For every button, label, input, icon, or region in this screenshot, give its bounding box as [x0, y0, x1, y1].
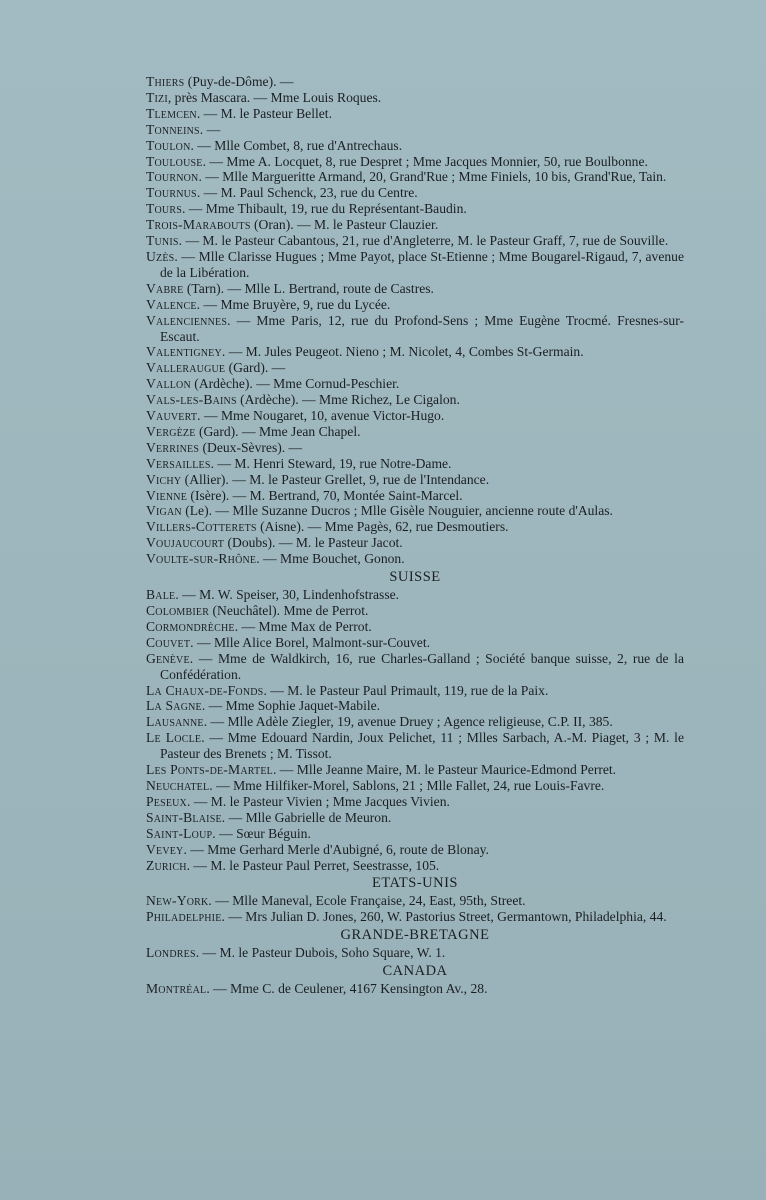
entry-details: (Aisne). — Mme Pagès, 62, rue Desmoutiers.: [256, 519, 509, 535]
directory-entry: [146, 945, 684, 961]
directory-entry: [146, 392, 684, 408]
entry-details: . — M. Henri Steward, 19, rue Notre-Dame.: [210, 455, 452, 471]
entry-details: . — M. le Pasteur Paul Primault, 119, rue de la Paix.: [263, 682, 549, 698]
directory-entry: [146, 778, 684, 794]
entry-details: . — Mlle Margueritte Armand, 20, Grand'Rue ; Mme Finiels, 10 bis, Grand'Rue, Tain.: [198, 169, 667, 185]
directory-entry: [146, 698, 684, 714]
entry-details: . — Mlle Alice Borel, Malmont-sur-Couvet.: [190, 634, 431, 650]
directory-entry: [146, 981, 684, 997]
entry-details: . — M. W. Speiser, 30, Lindenhofstrasse.: [175, 587, 400, 603]
directory-entry: [146, 456, 684, 472]
directory-entry: [146, 551, 684, 567]
entry-details: . —: [199, 121, 221, 137]
directory-entry: [146, 810, 684, 826]
directory-entry: [146, 893, 684, 909]
entry-place: Valence: [146, 296, 197, 312]
entry-details: . — Mme Hilfiker-Morel, Sablons, 21 ; Mlle Fallet, 24, rue Louis-Favre.: [209, 777, 605, 793]
directory-entry: [146, 909, 684, 925]
entry-place: Couvet: [146, 634, 191, 650]
directory-entry: [146, 503, 684, 519]
directory-entry: [146, 217, 684, 233]
directory-entry: [146, 424, 684, 440]
directory-listing: [146, 74, 684, 997]
directory-entry: [146, 90, 684, 106]
entry-details: . — Mme Bouchet, Gonon.: [256, 551, 405, 567]
entry-place: Vals-les-Bains: [146, 392, 237, 408]
entry-details: , près Mascara. — Mme Louis Roques.: [167, 89, 382, 105]
directory-entry: [146, 858, 684, 874]
entry-place: Philadelphie: [146, 909, 222, 925]
entry-details: . — Mlle Gabrielle de Meuron.: [221, 809, 392, 825]
directory-entry: [146, 106, 684, 122]
entry-place: Colombier: [146, 603, 210, 618]
entry-place: Villers-Cotterets: [146, 519, 257, 535]
entry-details: . — Sœur Béguin.: [212, 825, 311, 841]
entry-place: Zurich: [146, 857, 187, 873]
entry-details: . — M. le Pasteur Cabantous, 21, rue d'Angleterre, M. le Pasteur Graff, 7, rue de Souville.: [178, 233, 669, 249]
entry-details: . — Mme Max de Perrot.: [234, 618, 372, 634]
entry-place: Neuchatel: [146, 777, 210, 793]
directory-entry: [146, 233, 684, 249]
section-heading: SUISSE: [389, 569, 441, 586]
entry-details: . — Mlle Maneval, Ecole Française, 24, East, 95th, Street.: [208, 893, 526, 909]
entry-details: (Ardèche). — Mme Richez, Le Cigalon.: [236, 392, 460, 408]
entry-place: Vabre: [146, 280, 184, 296]
entry-details: (Gard). — Mme Jean Chapel.: [195, 423, 361, 439]
entry-details: . — M. Jules Peugeot. Nieno ; M. Nicolet, 4, Combes St-Germain.: [221, 344, 584, 360]
directory-entry: [146, 603, 684, 619]
entry-details: . — Mme Bruyère, 9, rue du Lycée.: [196, 296, 391, 312]
entry-place: Vigan: [146, 503, 182, 519]
directory-entry: [146, 794, 684, 810]
entry-place: Cormondrèche: [146, 618, 235, 634]
entry-details: . — Mme Paris, 12, rue du Profond-Sens ; Mme Eugène Trocmé. Fresnes-sur-Escaut.: [160, 312, 684, 344]
directory-entry: [146, 74, 684, 90]
entry-details: . — Mme de Waldkirch, 16, rue Charles-Galland ; Société banque suisse, 2, rue de la Confédération.: [160, 650, 684, 682]
entry-place: Versailles: [146, 455, 211, 471]
directory-entry: [146, 730, 684, 762]
entry-place: Uzès: [146, 248, 175, 264]
directory-entry: [146, 408, 684, 424]
entry-details: (Tarn). — Mlle L. Bertrand, route de Castres.: [183, 280, 434, 296]
directory-entry: [146, 842, 684, 858]
section-heading: CANADA: [382, 963, 448, 980]
directory-entry: [146, 297, 684, 313]
directory-entry: [146, 138, 684, 154]
entry-details: (Isère). — M. Bertrand, 70, Montée Saint-Marcel.: [187, 487, 463, 503]
entry-place: Tournus: [146, 185, 197, 201]
section-heading: GRANDE-BRETAGNE: [340, 927, 490, 944]
entry-details: . — Mlle Clarisse Hugues ; Mme Payot, place St-Etienne ; Mme Bougarel-Rigaud, 7, avenue de la Libération.: [160, 248, 684, 280]
entry-details: . — M. le Pasteur Bellet.: [196, 105, 332, 121]
directory-entry: [146, 169, 684, 185]
entry-details: (Puy-de-Dôme). —: [184, 74, 294, 89]
entry-place: Vichy: [146, 471, 182, 487]
entry-details: . — Mlle Jeanne Maire, M. le Pasteur Maurice-Edmond Perret.: [272, 762, 617, 778]
directory-entry: [146, 714, 684, 730]
entry-place: Tournon: [146, 169, 199, 185]
entry-place: Vevey: [146, 841, 184, 857]
entry-details: . — Mme A. Locquet, 8, rue Despret ; Mme Jacques Monnier, 50, rue Boulbonne.: [202, 153, 648, 169]
entry-place: Genève: [146, 650, 190, 666]
entry-details: . — Mrs Julian D. Jones, 260, W. Pastorius Street, Germantown, Philadelphia, 44.: [221, 909, 667, 925]
entry-place: Tonneins: [146, 121, 200, 137]
entry-details: . — Mme Edouard Nardin, Joux Pelichet, 11 ; Mlles Sarbach, A.-M. Piaget, 3 ; M. le Pasteur des Brenets ; M. Tissot.: [160, 730, 684, 762]
directory-entry: [146, 154, 684, 170]
directory-entry: [146, 826, 684, 842]
entry-details: (Oran). — M. le Pasteur Clauzier.: [250, 217, 439, 233]
entry-place: Thiers: [146, 74, 185, 89]
entry-details: . — Mlle Adèle Ziegler, 19, avenue Druey ; Agence religieuse, C.P. II, 385.: [203, 714, 613, 730]
entry-place: Vienne: [146, 487, 188, 503]
entry-place: Saint-Loup: [146, 825, 213, 841]
entry-place: Tizi: [146, 89, 168, 105]
entry-place: Verrines: [146, 439, 200, 455]
entry-place: Vergèze: [146, 423, 196, 439]
entry-place: Toulouse: [146, 153, 203, 169]
entry-place: Valenciennes: [146, 312, 228, 328]
directory-entry: [146, 281, 684, 297]
entry-place: Trois-Marabouts: [146, 217, 251, 233]
entry-details: . — M. le Pasteur Vivien ; Mme Jacques Vivien.: [186, 793, 450, 809]
entry-details: . — M. le Pasteur Dubois, Soho Square, W. 1.: [195, 945, 446, 961]
entry-details: . — Mme Thibault, 19, rue du Représentant-Baudin.: [181, 201, 467, 217]
entry-place: Tunis: [146, 233, 179, 249]
entry-place: Le Locle: [146, 730, 202, 746]
entry-place: Londres: [146, 945, 196, 961]
entry-place: Les Ponts-de-Martel: [146, 762, 273, 778]
entry-place: Montréal: [146, 981, 207, 997]
directory-entry: [146, 519, 684, 535]
entry-details: (Neuchâtel). Mme de Perrot.: [209, 603, 369, 618]
directory-entry: [146, 488, 684, 504]
entry-place: Valentigney: [146, 344, 222, 360]
entry-details: . — Mme Gerhard Merle d'Aubigné, 6, route de Blonay.: [183, 841, 489, 857]
entry-details: . — M. le Pasteur Paul Perret, Seestrasse, 105.: [186, 857, 440, 873]
directory-entry: [146, 472, 684, 488]
directory-entry: [146, 587, 684, 603]
entry-details: (Le). — Mlle Suzanne Ducros ; Mlle Gisèle Nouguier, ancienne route d'Aulas.: [181, 503, 613, 519]
directory-entry: [146, 651, 684, 683]
directory-entry: [146, 249, 684, 281]
entry-place: Tours: [146, 201, 182, 217]
section-heading: ETATS-UNIS: [371, 875, 458, 892]
entry-details: . — M. Paul Schenck, 23, rue du Centre.: [196, 185, 418, 201]
directory-entry: [146, 762, 684, 778]
directory-entry: [146, 313, 684, 345]
entry-details: (Doubs). — M. le Pasteur Jacot.: [224, 535, 403, 551]
directory-entry: [146, 535, 684, 551]
directory-entry: [146, 635, 684, 651]
entry-details: (Ardèche). — Mme Cornud-Peschier.: [190, 376, 400, 392]
entry-details: . — Mme C. de Ceulener, 4167 Kensington Av., 28.: [206, 981, 488, 997]
directory-entry: [146, 440, 684, 456]
directory-entry: [146, 376, 684, 392]
entry-place: Voulte-sur-Rhône: [146, 551, 257, 567]
entry-place: Toulon: [146, 137, 191, 153]
directory-entry: [146, 344, 684, 360]
entry-place: La Chaux-de-Fonds: [146, 682, 264, 698]
directory-entry: [146, 201, 684, 217]
directory-entry: [146, 185, 684, 201]
directory-entry: [146, 360, 684, 376]
entry-details: (Deux-Sèvres). —: [199, 439, 303, 455]
entry-details: . — Mme Sophie Jaquet-Mabile.: [201, 698, 381, 714]
entry-place: Vallon: [146, 376, 191, 392]
entry-place: Lausanne: [146, 714, 204, 730]
entry-place: Valleraugue: [146, 360, 226, 376]
entry-place: Vauvert: [146, 408, 198, 424]
entry-details: (Allier). — M. le Pasteur Grellet, 9, rue de l'Intendance.: [181, 471, 490, 487]
entry-place: La Sagne: [146, 698, 202, 714]
entry-place: Peseux: [146, 793, 187, 809]
entry-place: Saint-Blaise: [146, 809, 222, 825]
directory-entry: [146, 683, 684, 699]
entry-place: Tlemcen: [146, 105, 197, 121]
entry-place: Bale: [146, 587, 176, 603]
entry-place: Voujaucourt: [146, 535, 225, 551]
entry-details: . — Mme Nougaret, 10, avenue Victor-Hugo.: [197, 408, 445, 424]
entry-details: . — Mlle Combet, 8, rue d'Antrechaus.: [190, 137, 403, 153]
directory-entry: [146, 122, 684, 138]
directory-entry: [146, 619, 684, 635]
entry-place: New-York: [146, 893, 209, 909]
entry-details: (Gard). —: [225, 360, 286, 376]
